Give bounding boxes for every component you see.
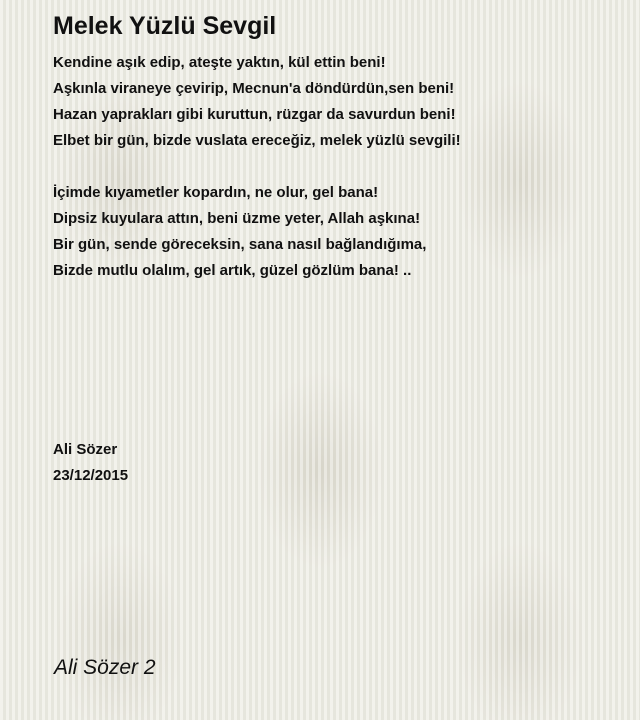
poem-line: Kendine aşık edip, ateşte yaktın, kül ettin beni!	[53, 54, 386, 71]
poem-line: Elbet bir gün, bizde vuslata ereceğiz, melek yüzlü sevgili!	[53, 132, 461, 149]
poem-line: Aşkınla viraneye çevirip, Mecnun'a döndürdün,sen beni!	[53, 80, 455, 97]
poem-body	[53, 50, 461, 310]
poem-line: Hazan yaprakları gibi kuruttun, rüzgar da savurdun beni!	[53, 106, 456, 123]
signature-date: 23/12/2015	[53, 467, 129, 484]
signature-author: Ali Sözer	[53, 441, 118, 458]
poem-page	[53, 0, 613, 720]
poem-signature	[53, 437, 128, 489]
poem-line: İçimde kıyametler kopardın, ne olur, gel bana!	[53, 184, 379, 201]
author-footer: Ali Sözer 2	[54, 656, 156, 679]
stanza-2	[53, 180, 461, 284]
poem-line: Bizde mutlu olalım, gel artık, güzel gözlüm bana! ..	[53, 262, 412, 279]
poem-title: Melek Yüzlü Sevgil	[53, 12, 277, 40]
poem-line: Bir gün, sende göreceksin, sana nasıl bağlandığıma,	[53, 236, 427, 253]
poem-line: Dipsiz kuyulara attın, beni üzme yeter, Allah aşkına!	[53, 210, 421, 227]
stanza-1	[53, 50, 461, 154]
